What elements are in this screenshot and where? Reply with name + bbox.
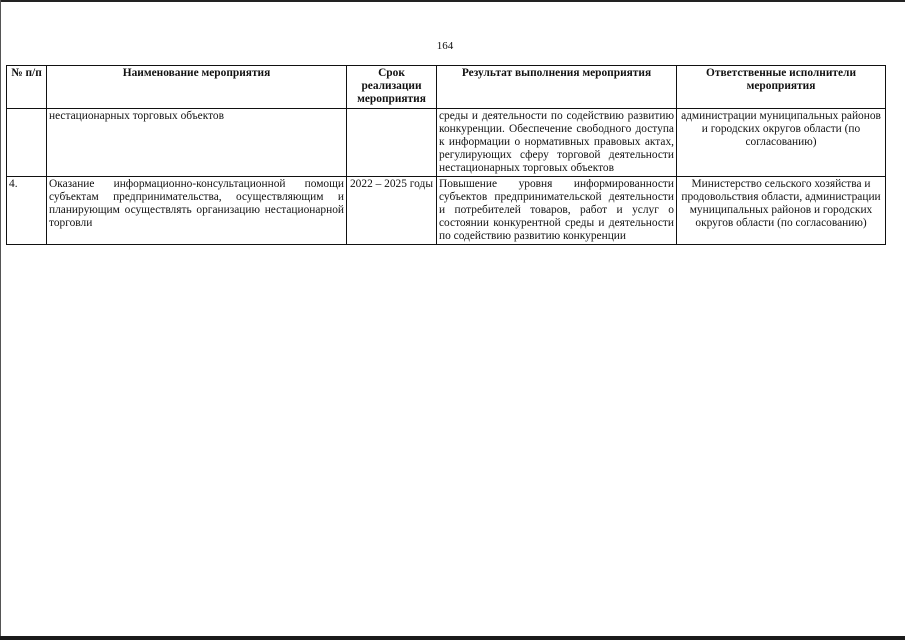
row-term [347,109,437,177]
row-number [7,109,47,177]
row-responsible: администрации муниципальных районов и городских округов области (по согласованию) [677,109,886,177]
table-row [7,109,886,177]
row-measure-name: Оказание информационно-консультационной помощи субъектам предпринимательства, осуществляющим и планирующим осуществлять организацию нестационарной торговли [47,177,347,245]
header-result: Результат выполнения мероприятия [437,66,677,109]
scan-border-top [0,0,905,2]
header-measure-name: Наименование мероприятия [47,66,347,109]
header-number: № п/п [7,66,47,109]
measures-table [6,65,886,245]
table-row [7,177,886,245]
header-responsible: Ответственные исполнители мероприятия [677,66,886,109]
row-measure-name: нестационарных торговых объектов [47,109,347,177]
table-header-row [7,66,886,109]
scan-border-left [0,0,1,640]
row-result: Повышение уровня информированности субъектов предпринимательской деятельности и потребителей товаров, работ и услуг о состоянии конкурентной среды и деятельности по содействию развитию конкуренции [437,177,677,245]
header-term: Срок реализации мероприятия [347,66,437,109]
row-number: 4. [7,177,47,245]
row-term: 2022 – 2025 годы [347,177,437,245]
row-result: среды и деятельности по содействию развитию конкуренции. Обеспечение свободного доступа к информации о нормативных правовых актах, регулирующих сферу торговой деятельности нестационарных торговых объектов [437,109,677,177]
scan-border-bottom [0,636,905,640]
row-responsible: Министерство сельского хозяйства и продовольствия области, администрации муниципальных районов и городских округов области (по согласованию) [677,177,886,245]
page-number: 164 [436,40,454,52]
